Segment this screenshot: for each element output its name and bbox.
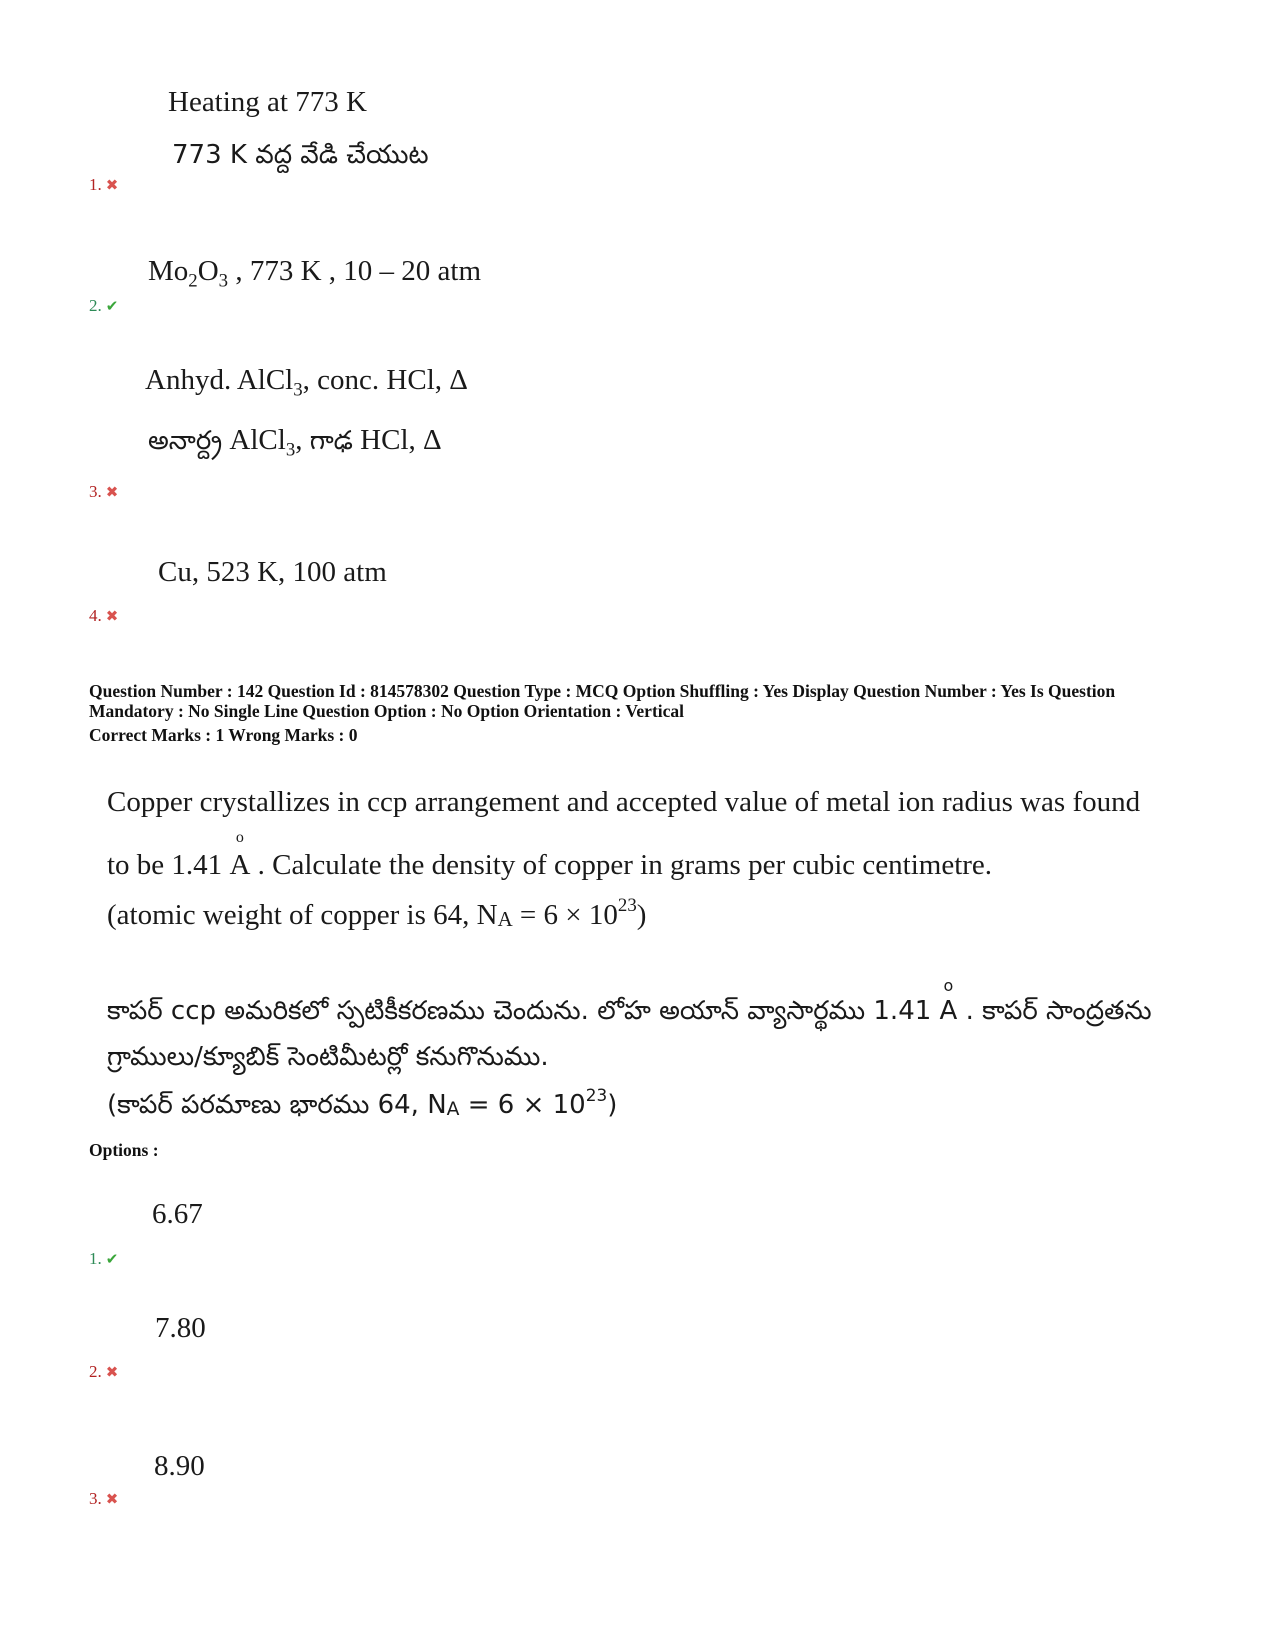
option-2-marker [89,1362,118,1382]
option-number: 4. [89,606,102,625]
wrong-icon: ✖ [105,178,119,194]
option-number: 3. [89,1489,102,1508]
wrong-icon: ✖ [105,485,119,501]
prev-option-2-formula: $Mo_2O_3$ , 773 K , 10 – 20 atm [148,255,482,292]
prev-option-3-line1: Anhyd. AlCl$_3$, conc. HCl, Δ [145,364,468,401]
prev-option-3-line2: అనార్ద్ర AlCl$_3$, గాఢ HCl, Δ [148,424,442,461]
option-number: 1. [89,175,102,194]
angstrom-symbol: o A [229,829,251,881]
option-number: 2. [89,296,102,315]
prev-option-4-text: Cu, 523 K, 100 atm [158,556,387,588]
question-te-line1: కాపర్ ccp అమరికలో స్పటికీకరణము చెందును. లోహ అయాన్ వ్యాసార్థము 1.41 o A . కాపర్ సాంద్రతను [107,976,1152,1026]
option-1-value: 6.67 [152,1198,203,1230]
prev-option-1-line2: 773 K వద్ద వేడి చేయుట [172,140,429,170]
question-marks: Correct Marks : 1 Wrong Marks : 0 [89,725,358,745]
option-3-value: 8.90 [154,1450,205,1482]
check-icon: ✔ [105,299,119,315]
prev-option-1-marker [89,175,118,195]
angstrom-symbol: o A [939,976,958,1026]
wrong-icon: ✖ [105,1492,119,1508]
prev-option-4-marker [89,606,118,626]
option-1-marker [89,1249,118,1269]
option-number: 2. [89,1362,102,1381]
option-number: 3. [89,482,102,501]
option-number: 1. [89,1249,102,1268]
prev-option-1-line1: Heating at 773 K [168,86,367,118]
question-te-line2: గ్రాములు/క్యూబిక్ సెంటిమీటర్లో కనుగొనుము. [107,1042,549,1072]
wrong-icon: ✖ [105,1365,119,1381]
question-meta-line2: Mandatory : No Single Line Question Option : No Option Orientation : Vertical [89,701,685,721]
question-meta-line1: Question Number : 142 Question Id : 814578302 Question Type : MCQ Option Shuffling : Yes Display Question Number : Yes Is Question [89,681,1116,701]
question-en-line2: to be 1.41 o A . Calculate the density of copper in grams per cubic centimetre. [107,829,993,881]
question-te-line3: (కాపర్ పరమాణు భారము 64, NA = $6 \times 10^{23}$) [107,1085,618,1120]
prev-option-3-marker [89,482,118,502]
option-3-marker [89,1489,118,1509]
question-en-line1: Copper crystallizes in ccp arrangement and accepted value of metal ion radius was found [107,786,1141,818]
options-label: Options : [89,1140,159,1160]
prev-option-2-marker [89,296,118,316]
option-2-value: 7.80 [155,1312,206,1344]
check-icon: ✔ [105,1252,119,1268]
question-en-line3: (atomic weight of copper is 64, NA = $6 \times 10^{23}$) [107,894,647,932]
wrong-icon: ✖ [105,609,119,625]
